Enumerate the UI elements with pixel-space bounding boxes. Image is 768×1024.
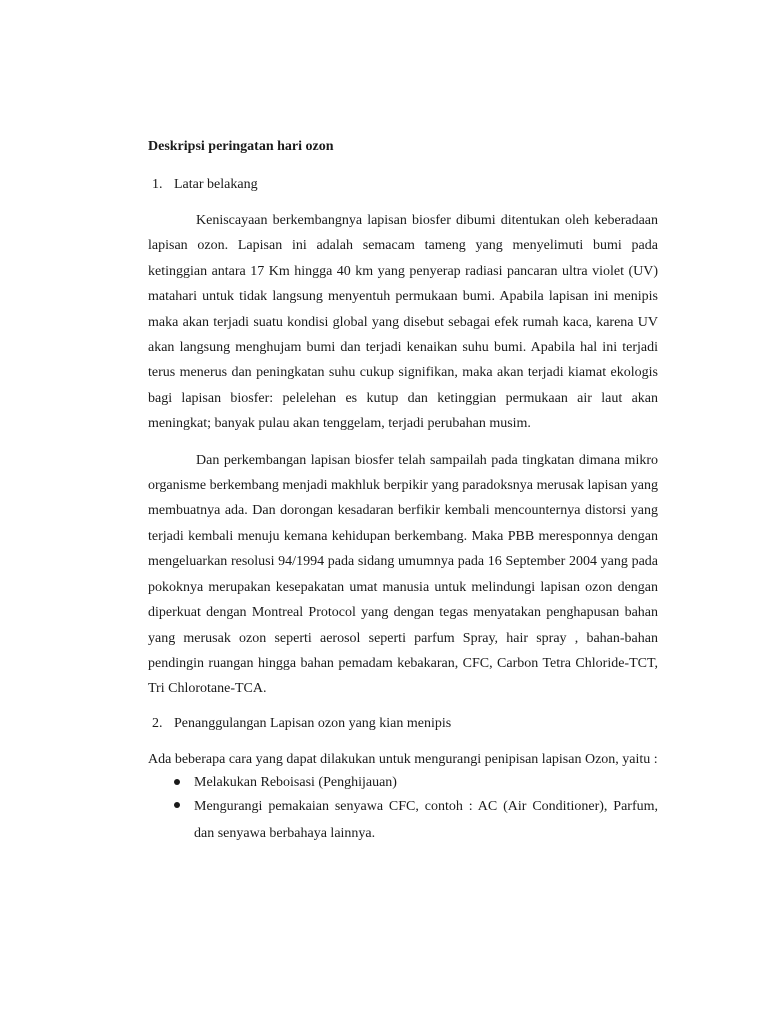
document-body — [148, 137, 658, 847]
list-item — [148, 773, 658, 793]
bullet-list — [148, 773, 658, 847]
bullet-icon — [174, 779, 180, 785]
section-1-heading — [148, 175, 658, 195]
list-item-text: Mengurangi pemakaian senyawa CFC, contoh : AC (Air Conditioner), Parfum, dan senyawa berbahaya lainnya. — [194, 799, 658, 842]
bullet-icon — [174, 802, 180, 808]
list-item-text: Melakukan Reboisasi (Penghijauan) — [194, 775, 397, 791]
section-heading-text: Penanggulangan Lapisan ozon yang kian menipis — [174, 715, 452, 731]
paragraph: Dan perkembangan lapisan biosfer telah sampailah pada tingkatan dimana mikro organisme berkembang menjadi makhluk berpikir yang paradoksnya merusak lapisan yang membuatnya ada. Dan dorongan kesadaran berfikir kembali mencounternya distorsi yang terjadi kembali menuju kemana kehidupan berkembang. Maka PBB meresponnya dengan mengeluarkan resolusi 94/1994 pada sidang umumnya pada 16 September 2004 yang pada pokoknya merupakan kesepakatan umat manusia untuk melindungi lapisan ozon dengan diperkuat dengan Montreal Protocol yang dengan tegas menyatakan penghapusan bahan yang merusak ozon seperti aerosol seperti parfum Spray, hair spray , bahan-bahan pendingin ruangan hingga bahan pemadam kebakaran, CFC, Carbon Tetra Chloride-TCT, Tri Chlorotane-TCA. — [148, 452, 658, 697]
paragraph: Ada beberapa cara yang dapat dilakukan untuk mengurangi penipisan lapisan Ozon, yaitu : — [148, 751, 658, 767]
list-item — [148, 793, 658, 847]
section-number: 1. — [152, 177, 163, 192]
paragraph: Keniscayaan berkembangnya lapisan biosfer dibumi ditentukan oleh keberadaan lapisan ozon. Lapisan ini adalah semacam tameng yang menyelimuti bumi pada ketinggian antara 17 Km hingga 40 km yang penyerap radiasi pancaran ultra violet (UV) matahari untuk tidak langsung menyentuh permukaan bumi. Apabila lapisan ini menipis maka akan terjadi suatu kondisi global yang disebut sebagai efek rumah kaca, karena UV akan langsung menghujam bumi dan terjadi kenaikan suhu bumi. Apabila hal ini terjadi terus menerus dan peningkatan suhu cukup signifikan, maka akan terjadi kiamat ekologis bagi lapisan biosfer: pelelehan es kutup dan ketinggian permukaan air laut akan meningkat; banyak pulau akan tenggelam, terjadi perubahan musim. — [148, 213, 658, 432]
section-2-heading — [148, 714, 658, 734]
document-title: Deskripsi peringatan hari ozon — [148, 139, 334, 154]
section-heading-text: Latar belakang — [174, 177, 258, 192]
section-number: 2. — [152, 715, 163, 731]
